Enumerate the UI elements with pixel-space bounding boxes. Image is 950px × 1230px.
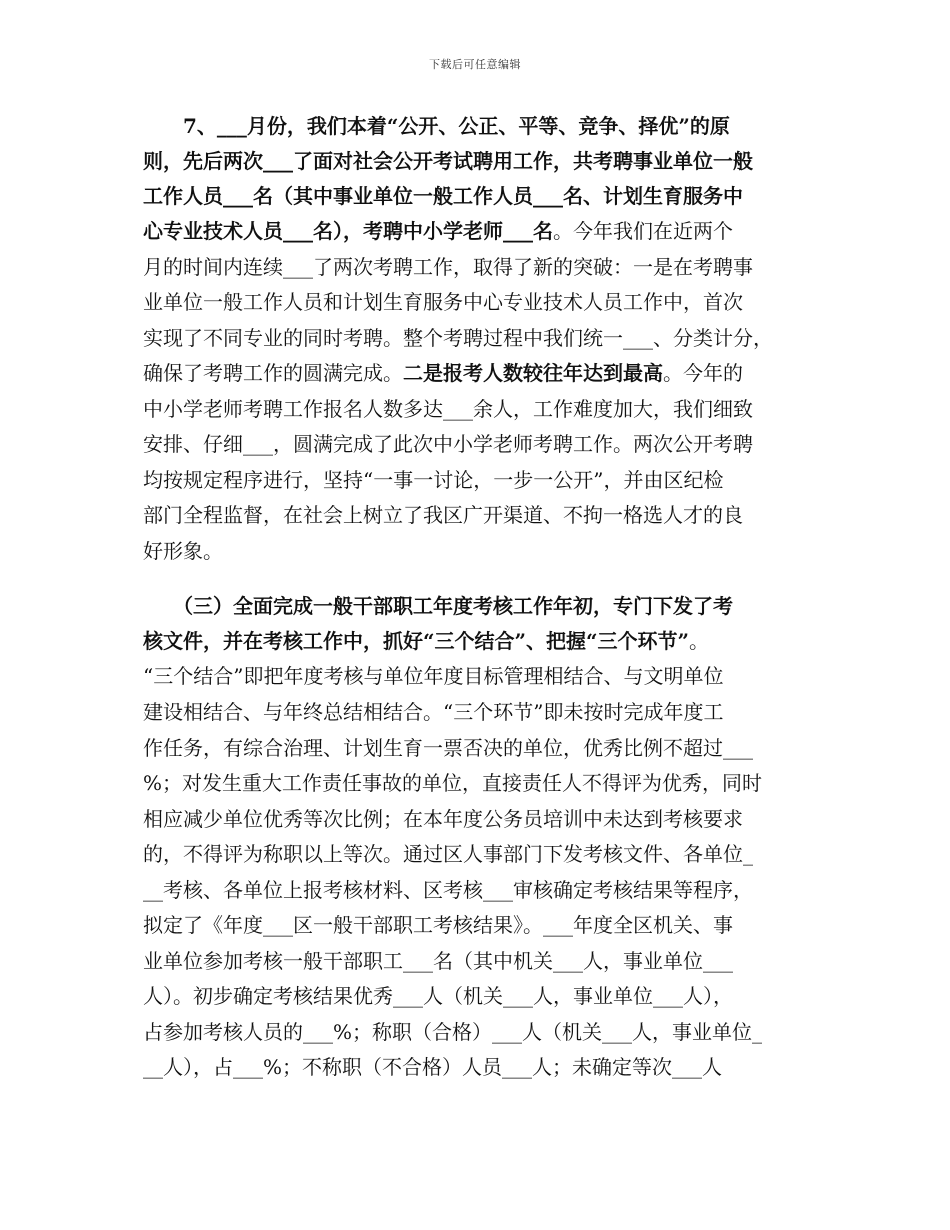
text-line	[143, 149, 753, 173]
body-text: 。	[689, 629, 710, 653]
bold-text: 7、___月份，我们本着“公开、公正、平等、竞争、择优”的原	[183, 114, 730, 138]
text-line	[143, 255, 753, 279]
bold-text: 则，先后两次___了面对社会公开考试聘用工作，共考聘事业单位一般	[143, 149, 753, 173]
body-text: 相应减少单位优秀等次比例；在本年度公务员培训中未达到考核要求	[143, 807, 743, 831]
text-line	[143, 878, 753, 902]
text-line	[143, 1055, 722, 1079]
text-line	[143, 503, 743, 527]
body-text: 确保了考聘工作的圆满完成。	[143, 361, 403, 385]
text-line	[143, 539, 223, 563]
text-line	[143, 949, 733, 973]
body-text: 好形象。	[143, 539, 223, 563]
body-text: 作任务，有综合治理、计划生育一票否决的单位，优秀比例不超过___	[143, 736, 753, 760]
text-line	[143, 397, 753, 421]
body-text: 。今年我们在近两个	[553, 219, 733, 243]
page-header: 下载后可任意编辑	[429, 58, 521, 71]
text-line	[143, 184, 743, 208]
text-line	[143, 219, 733, 243]
body-text: __考核、各单位上报考核材料、区考核___审核确定考核结果等程序，	[143, 878, 753, 902]
body-text: %；对发生重大工作责任事故的单位，直接责任人不得评为优秀，同时	[143, 771, 763, 795]
text-line	[143, 736, 753, 760]
bold-text: 二是报考人数较往年达到最高	[403, 361, 663, 385]
body-text: 的，不得评为称职以上等次。通过区人事部门下发考核文件、各单位_	[143, 842, 753, 866]
body-text: 中小学老师考聘工作报名人数多达___余人，工作难度加大，我们细致	[143, 397, 753, 421]
body-text: 业单位一般工作人员和计划生育服务中心专业技术人员工作中，首次	[143, 290, 743, 314]
body-text: “三个结合”即把年度考核与单位年度目标管理相结合、与文明单位	[143, 664, 724, 688]
text-line	[143, 361, 743, 385]
text-line	[143, 432, 753, 456]
text-line	[143, 1020, 762, 1044]
body-text: 。今年的	[663, 361, 743, 385]
body-text: 部门全程监督，在社会上树立了我区广开渠道、不拘一格选人才的良	[143, 503, 743, 527]
text-line	[143, 842, 753, 866]
body-text: 均按规定程序进行，坚持“一事一讨论，一步一公开”，并由区纪检	[143, 468, 724, 492]
bold-text: 工作人员___名（其中事业单位一般工作人员___名、计划生育服务中	[143, 184, 743, 208]
bold-text: （三）全面完成一般干部职工年度考核工作年初，专门下发了考	[173, 594, 733, 618]
text-line	[143, 468, 723, 492]
text-line	[143, 326, 773, 350]
text-line	[183, 114, 730, 138]
body-text: 业单位参加考核一般干部职工___名（其中机关___人，事业单位___	[143, 949, 733, 973]
text-line	[143, 913, 733, 937]
body-text: 人）。初步确定考核结果优秀___人（机关___人，事业单位___人），	[143, 984, 733, 1008]
text-line	[143, 629, 709, 653]
body-text: __人），占___%；不称职（不合格）人员___人；未确定等次___人	[143, 1055, 723, 1079]
body-text: 建设相结合、与年终总结相结合。“三个环节”即未按时完成年度工	[143, 700, 724, 724]
text-line	[143, 290, 743, 314]
text-line	[143, 771, 762, 795]
bold-text: 核文件，并在考核工作中，抓好“三个结合”、把握“三个环节”	[143, 629, 690, 653]
text-line	[143, 807, 743, 831]
bold-text: 心专业技术人员___名），考聘中小学老师___名	[143, 219, 553, 243]
body-text: 安排、仔细___，圆满完成了此次中小学老师考聘工作。两次公开考聘	[143, 432, 753, 456]
text-line	[143, 700, 723, 724]
body-text: 实现了不同专业的同时考聘。整个考聘过程中我们统一___、分类计分，	[143, 326, 773, 350]
body-text: 月的时间内连续___了两次考聘工作，取得了新的突破：一是在考聘事	[143, 255, 753, 279]
body-text: 拟定了《年度___区一般干部职工考核结果》。___年度全区机关、事	[143, 913, 733, 937]
text-line	[143, 664, 723, 688]
text-line	[143, 984, 733, 1008]
text-line	[173, 594, 733, 618]
body-text: 占参加考核人员的___%；称职（合格）___人（机关___人，事业单位_	[143, 1020, 763, 1044]
